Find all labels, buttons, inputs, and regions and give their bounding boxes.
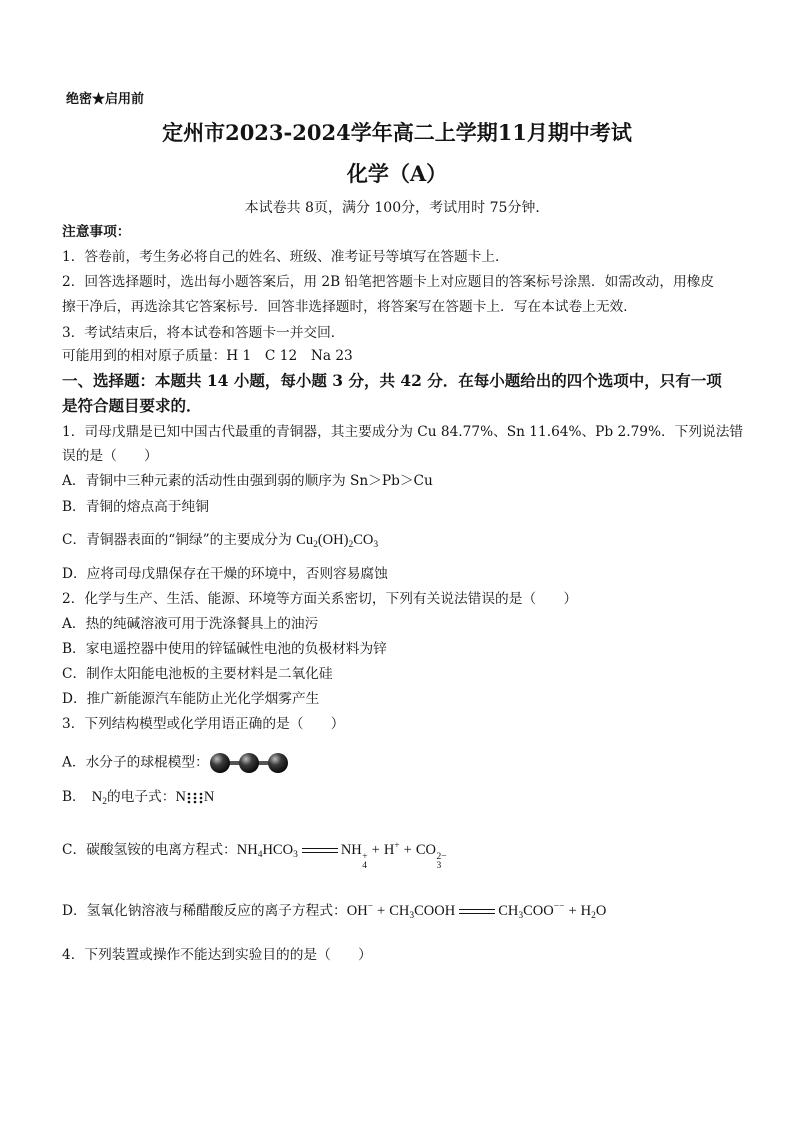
atom-sphere	[268, 753, 288, 773]
lewis-atom: N	[203, 789, 215, 805]
q1-stem: 误的是（ ）	[62, 448, 158, 464]
formula-charge: −−	[553, 902, 565, 912]
confidential-mark: 绝密★启用前	[66, 92, 145, 107]
section-heading: 是符合题目要求的．	[62, 396, 202, 415]
formula-part: CO	[415, 842, 436, 858]
atom-sphere	[210, 753, 230, 773]
option-text: C．碳酸氢铵的电离方程式：	[62, 842, 237, 858]
q4-stem: 4．下列装置或操作不能达到实验目的的是（ ）	[62, 947, 372, 963]
formula-subscript: 3	[293, 850, 298, 860]
electron-dot-formula	[175, 789, 214, 805]
formula-subscript: 4	[257, 850, 263, 860]
q3-option-a	[62, 752, 289, 772]
formula-charge: −	[367, 902, 374, 912]
q2-stem: 2．化学与生产、生活、能源、环境等方面关系密切，下列有关说法错误的是（ ）	[62, 591, 578, 607]
q2-option-c: C．制作太阳能电池板的主要材料是二氧化硅	[62, 666, 333, 682]
notes-heading: 注意事项：	[62, 224, 131, 240]
formula-part: OH	[346, 903, 368, 919]
q3-stem: 3．下列结构模型或化学用语正确的是（ ）	[62, 716, 345, 732]
plus-operator: +	[371, 842, 380, 858]
q1-option-a: A．青铜中三种元素的活动性由强到弱的顺序为 Sn＞Pb＞Cu	[62, 473, 433, 489]
note-line: 擦干净后，再选涂其它答案标号．回答非选择题时，将答案写在答题卡上．写在本试卷上无效．	[62, 299, 637, 315]
q3-option-d	[62, 901, 606, 921]
formula-subscript: 2	[313, 540, 318, 550]
formula-subscript: 3	[373, 540, 379, 550]
formula-part: HCO	[262, 842, 294, 858]
option-label: B．	[62, 789, 86, 805]
double-equals-sign	[302, 848, 338, 853]
exam-title: 定州市2023-2024学年高二上学期11月期中考试	[162, 120, 632, 145]
q3-option-c	[62, 840, 447, 871]
note-line: 2．回答选择题时，选出每小题答案后，用 2B 铅笔把答题卡上对应题目的答案标号涂黑．如需改动，用橡皮	[62, 274, 715, 290]
q1-option-b: B．青铜的熔点高于纯铜	[62, 499, 209, 515]
formula-subscript: 2	[591, 911, 596, 921]
atom-sphere	[239, 753, 259, 773]
formula-subscript: 3	[409, 911, 415, 921]
formula-subscript: 3	[436, 861, 442, 871]
formula-part: O	[595, 903, 607, 919]
plus-operator: +	[377, 903, 386, 919]
stacked-index	[362, 853, 367, 871]
formula-subscript: 3	[518, 911, 524, 921]
formula-part: NH	[340, 842, 362, 858]
option-text: 的电子式：	[106, 789, 176, 805]
q1-stem: 1．司母戊鼎是已知中国古代最重的青铜器，其主要成分为 Cu 84.77%、Sn 11.64%、Pb 2.79%．下列说法错	[62, 424, 744, 440]
formula-part: H	[580, 903, 592, 919]
formula-part: CH	[389, 903, 410, 919]
formula-part: NH	[236, 842, 258, 858]
plus-operator: +	[568, 903, 577, 919]
exam-subject: 化学（A）	[346, 161, 448, 186]
molecule-formula	[92, 789, 107, 805]
formula-subscript: 2	[102, 797, 107, 807]
plus-operator: +	[403, 842, 412, 858]
formula-part: COO	[523, 903, 554, 919]
note-line: 1．答卷前，考生务必将自己的姓名、班级、准考证号等填写在答题卡上．	[62, 249, 509, 265]
q1-option-c	[62, 530, 378, 550]
q3-option-b	[62, 787, 214, 807]
section-heading: 一、选择题：本题共 14 小题，每小题 3 分，共 42 分．在每小题给出的四个选项中，只有一项	[62, 371, 722, 390]
formula-subscript: 2	[348, 540, 354, 550]
formula-charge: 2−	[436, 852, 447, 862]
stacked-index	[437, 853, 447, 871]
double-equals-sign	[459, 909, 495, 914]
q2-option-d: D．推广新能源汽车能防止光化学烟雾产生	[62, 691, 320, 707]
q2-option-a: A．热的纯碱溶液可用于洗涤餐具上的油污	[62, 616, 319, 632]
formula-charge: +	[394, 841, 400, 851]
ionic-equation	[347, 903, 607, 919]
q1-option-d: D．应将司母戊鼎保存在干燥的环境中，否则容易腐蚀	[62, 566, 388, 582]
lewis-atom: N	[175, 789, 186, 805]
electron-dots	[186, 792, 204, 804]
ball-and-stick-model	[209, 752, 289, 774]
formula-part: (OH)	[317, 532, 349, 548]
option-text: C．青铜器表面的“铜绿”的主要成分为	[62, 532, 292, 548]
formula-subscript: 4	[362, 861, 368, 871]
formula-part: N	[91, 789, 103, 805]
note-line: 3．考试结束后，将本试卷和答题卡一并交回．	[62, 325, 345, 341]
chemical-formula	[296, 532, 378, 548]
formula-part: H	[383, 842, 395, 858]
formula-part: CO	[353, 532, 374, 548]
option-text: D．氢氧化钠溶液与稀醋酸反应的离子方程式：	[62, 903, 347, 919]
exam-info: 本试卷共 8页，满分 100分，考试用时 75分钟．	[244, 200, 550, 216]
ionization-equation	[236, 841, 447, 871]
formula-charge: +	[362, 852, 368, 862]
atomic-mass-line: 可能用到的相对原子质量：H 1 C 12 Na 23	[62, 348, 353, 364]
formula-part: Cu	[296, 532, 314, 548]
q2-option-b: B．家电遥控器中使用的锌锰碱性电池的负极材料为锌	[62, 641, 387, 657]
option-text: A．水分子的球棍模型：	[62, 754, 209, 771]
formula-part: CH	[498, 903, 519, 919]
formula-part: COOH	[414, 903, 456, 919]
